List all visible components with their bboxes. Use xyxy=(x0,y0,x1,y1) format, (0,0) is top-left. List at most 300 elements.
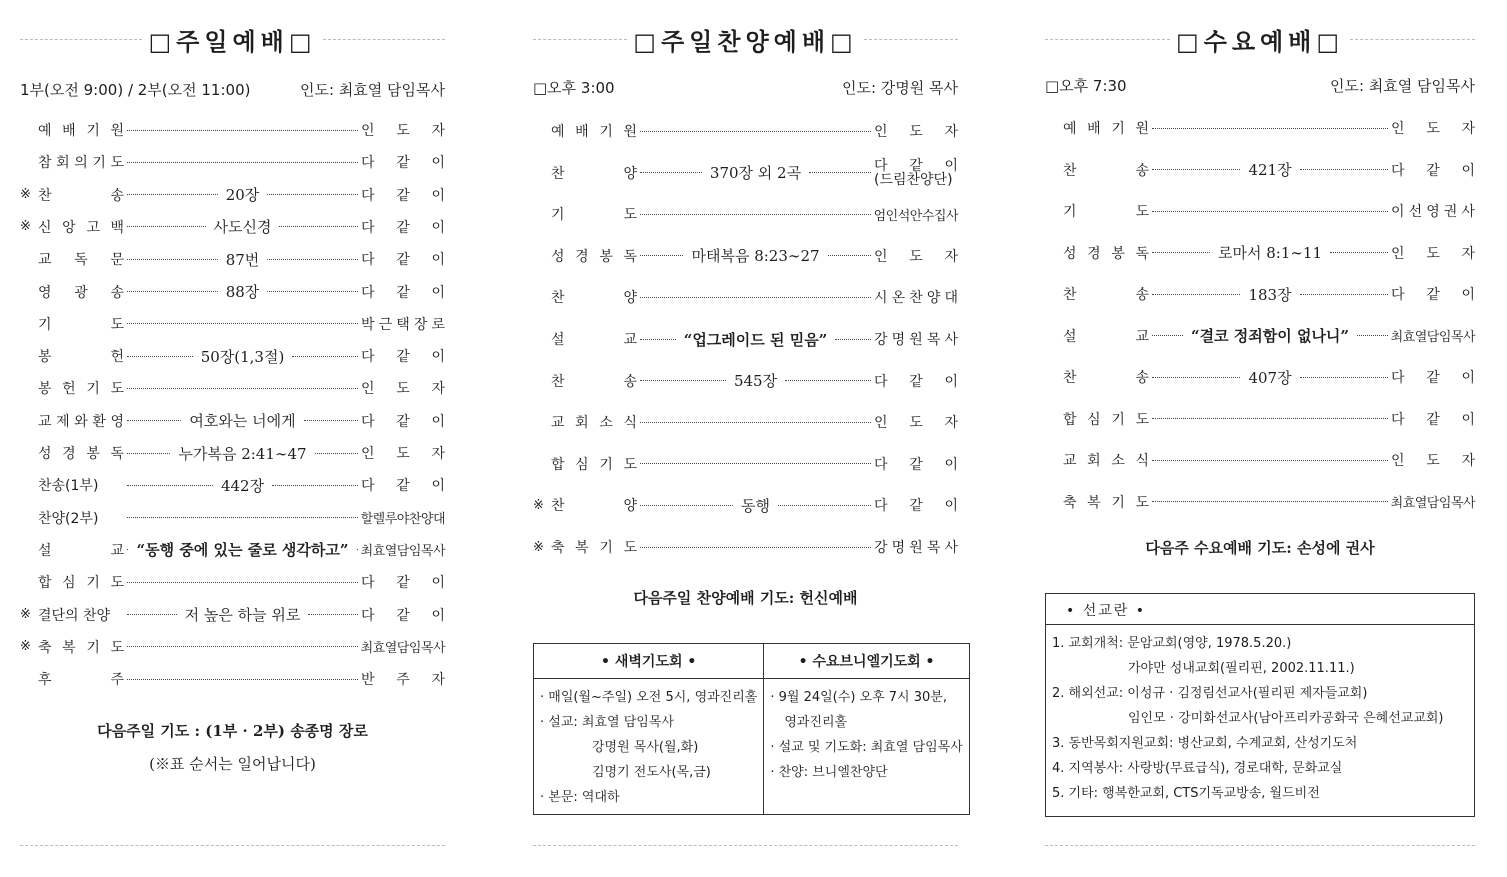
order-row xyxy=(20,312,445,336)
order-performer xyxy=(874,495,958,515)
order-row xyxy=(20,473,445,497)
divider xyxy=(533,39,627,40)
order-label xyxy=(38,411,124,431)
order-label-char: 양 xyxy=(623,165,637,182)
stand-mark: ※ xyxy=(533,497,544,513)
order-row xyxy=(20,538,445,562)
order-label-char: 축 xyxy=(551,540,565,556)
leader-dots xyxy=(640,131,871,132)
order-label-char: 경 xyxy=(1087,245,1101,262)
order-performer xyxy=(1391,284,1475,304)
order-performer-char: 이 xyxy=(1461,287,1475,303)
order-performer-char: 같 xyxy=(1426,287,1440,303)
order-performer: 최효열담임목사 xyxy=(360,641,445,657)
order-row xyxy=(533,369,958,393)
order-row xyxy=(20,247,445,271)
leader-dots xyxy=(127,226,206,227)
order-performer-char: 인 xyxy=(361,123,375,139)
stand-mark: ※ xyxy=(20,187,31,203)
order-performer-char: 다 xyxy=(874,456,888,473)
mission-lines xyxy=(1046,625,1474,806)
order-performer-char: 다 xyxy=(1391,162,1405,179)
leader-dots xyxy=(1152,211,1388,212)
order-label-char: 송 xyxy=(110,187,124,204)
order-performer-char: 양 xyxy=(926,290,941,307)
order-label xyxy=(551,495,637,515)
leader-dots xyxy=(1152,418,1388,419)
order-performer xyxy=(874,246,958,266)
order-label-char: 봉 xyxy=(1111,245,1125,262)
order-label-char: 소 xyxy=(1111,453,1125,469)
order-label xyxy=(38,378,124,398)
order-label-char: 찬 xyxy=(38,187,52,204)
order-performer-char: 인 xyxy=(874,248,888,265)
order-performer-char: 다 xyxy=(361,575,375,592)
leader-dots xyxy=(127,517,358,518)
order-row xyxy=(20,441,445,465)
order-label xyxy=(38,669,124,689)
order-performer-char: 자 xyxy=(944,415,958,432)
order-label-char: 예 xyxy=(551,124,565,140)
stand-mark: ※ xyxy=(20,607,31,622)
order-label-char: 심 xyxy=(1087,411,1101,428)
order-performer-char: 이 xyxy=(431,155,445,172)
order-label xyxy=(551,163,637,183)
order-performer xyxy=(361,605,445,625)
order-performer-char: 자 xyxy=(944,248,959,265)
order-label xyxy=(1063,284,1149,304)
order-performer-char: 반 xyxy=(361,672,375,689)
order-label-char: 영 xyxy=(110,413,124,430)
order-row xyxy=(1045,490,1475,514)
order-label-char: 교 xyxy=(110,542,124,559)
order-performer-char: 같 xyxy=(396,478,410,495)
order-performer-char: 같 xyxy=(909,373,923,390)
info-line: 가야만 성내교회(필리핀, 2002.11.11.) xyxy=(1128,661,1355,676)
order-label-char: 회 xyxy=(1087,453,1101,469)
leader-dots xyxy=(1152,460,1388,461)
praise-subheader xyxy=(533,77,958,98)
order-row xyxy=(1045,282,1475,306)
sunday-subheader xyxy=(20,79,445,100)
order-performer-char: 박 xyxy=(361,316,375,333)
order-label-char: 축 xyxy=(1063,494,1077,511)
order-detail: 누가복음 2:41∼47 xyxy=(178,444,307,463)
order-performer xyxy=(874,454,958,474)
wednesday-service-column xyxy=(1045,0,1475,877)
order-performer-char: 도 xyxy=(909,124,923,140)
stand-mark: ※ xyxy=(20,219,31,235)
order-detail: “업그레이드 된 믿음” xyxy=(683,330,828,349)
divider xyxy=(20,39,142,40)
order-row xyxy=(533,202,958,226)
leader-dots xyxy=(1152,335,1183,336)
order-label xyxy=(38,185,124,205)
order-performer: 엄인석안수집사 xyxy=(873,208,958,224)
leader-dots xyxy=(127,679,358,680)
order-performer xyxy=(874,329,958,349)
order-label-char: 독 xyxy=(110,446,124,462)
order-row xyxy=(533,493,958,517)
order-performer-char: 사 xyxy=(1461,204,1475,220)
order-label-char: 기 xyxy=(551,207,565,224)
info-line: 영과진리홀 xyxy=(784,715,848,730)
order-performer-char: 명 xyxy=(891,540,906,556)
leader-dots xyxy=(1152,252,1210,253)
order-label xyxy=(1063,201,1149,221)
order-label-char: 기 xyxy=(599,456,613,473)
order-performer xyxy=(361,314,445,334)
order-row xyxy=(1045,241,1475,265)
order-performer xyxy=(874,537,958,557)
leader-dots xyxy=(267,291,358,292)
order-label-char: 설 xyxy=(38,542,52,559)
divider xyxy=(1045,845,1475,846)
order-label-char: 광 xyxy=(74,284,88,301)
order-label-char: 앙 xyxy=(62,219,76,236)
leader-dots xyxy=(640,422,871,423)
leader-dots xyxy=(640,339,676,340)
praise-header xyxy=(533,22,958,56)
order-label-char: 송 xyxy=(623,373,637,390)
order-performer-char: 다 xyxy=(361,478,375,495)
order-performer-char: 인 xyxy=(1391,121,1405,137)
order-label xyxy=(38,249,124,269)
order-performer-char: 자 xyxy=(431,672,445,689)
order-label-char: 송 xyxy=(1135,162,1149,179)
order-label-char: 기 xyxy=(86,123,100,139)
order-performer-char: 명 xyxy=(891,332,906,348)
order-performer-char: 다 xyxy=(361,187,375,204)
leader-dots xyxy=(1300,377,1388,378)
order-label-char: 원 xyxy=(623,124,637,140)
order-detail: 사도신경 xyxy=(213,218,272,237)
order-label-char: 찬 xyxy=(1063,370,1077,386)
order-label: 찬송(1부) xyxy=(38,478,99,495)
praise-next-prayer: 다음주일 찬양예배 기도: 헌신예배 xyxy=(633,589,858,607)
sunday-service-column xyxy=(20,0,445,877)
order-performer-char: 대 xyxy=(944,290,958,307)
order-label-char: 심 xyxy=(575,456,589,473)
order-performer-char: 다 xyxy=(1391,411,1405,428)
order-label-char: 독 xyxy=(623,248,637,265)
order-performer xyxy=(1391,367,1475,387)
leader-dots xyxy=(785,380,871,381)
leader-dots xyxy=(1152,128,1388,129)
stand-mark: ※ xyxy=(533,539,544,555)
order-label-char: 기 xyxy=(1111,411,1125,428)
order-performer-char: 같 xyxy=(909,498,923,515)
info-line: · 9월 24일(수) 오후 7시 30분, xyxy=(770,690,947,705)
order-performer-char: 이 xyxy=(431,607,445,624)
leader-dots xyxy=(640,463,871,464)
order-performer-char: 같 xyxy=(396,284,410,301)
order-performer xyxy=(361,185,445,205)
order-label xyxy=(38,443,124,463)
order-row xyxy=(20,603,445,627)
order-performer-char: 강 xyxy=(874,540,888,556)
order-label-char: 도 xyxy=(1135,411,1149,428)
leader-dots xyxy=(1300,169,1388,170)
order-label xyxy=(38,572,124,592)
order-performer-char: 같 xyxy=(396,219,410,236)
order-label-char: 복 xyxy=(1087,494,1101,511)
order-row xyxy=(1045,158,1475,182)
leader-dots xyxy=(127,291,218,292)
order-row xyxy=(533,410,958,434)
order-label-char: 소 xyxy=(599,415,613,432)
order-label-char: 헌 xyxy=(62,381,76,398)
order-performer xyxy=(361,217,445,237)
order-detail: 로마서 8:1∼11 xyxy=(1217,244,1323,262)
praise-service-column xyxy=(533,0,963,877)
order-label-char: 원 xyxy=(110,123,124,139)
order-row xyxy=(533,119,958,143)
divider xyxy=(533,845,958,846)
leader-dots xyxy=(127,259,218,260)
wed-prayer-lines xyxy=(764,679,968,785)
order-performer-char: 이 xyxy=(944,456,958,473)
info-line: 강명원 목사(월,화) xyxy=(592,740,699,755)
order-detail: 저 높은 하늘 위로 xyxy=(184,606,301,624)
order-label xyxy=(1063,409,1149,429)
order-label-char: 기 xyxy=(86,381,100,398)
leader-dots xyxy=(1152,377,1240,378)
order-performer-char: 장 xyxy=(413,316,428,333)
order-row xyxy=(20,118,445,142)
order-label xyxy=(1063,118,1149,138)
info-line: 4. 지역봉사: 사랑방(무료급식), 경로대학, 문화교실 xyxy=(1052,761,1343,776)
order-label-char: 송 xyxy=(110,284,124,301)
order-label-char: 교 xyxy=(38,252,52,269)
order-detail: 87번 xyxy=(225,250,260,269)
leader-dots xyxy=(292,356,358,357)
order-detail: 442장 xyxy=(220,476,265,495)
divider xyxy=(864,39,958,40)
order-label-char: 후 xyxy=(38,672,52,689)
order-performer-char: 이 xyxy=(431,252,446,269)
order-performer-char: 도 xyxy=(1426,245,1440,262)
order-row xyxy=(533,244,958,268)
order-label-char: 기 xyxy=(92,155,106,172)
order-performer-char: 같 xyxy=(396,252,410,269)
order-performer-char: 권 xyxy=(1443,204,1458,220)
info-line: 임인모 · 강미화선교사(남아프리카공화국 은혜선교교회) xyxy=(1128,711,1444,726)
wednesday-next-prayer: 다음주 수요예배 기도: 손성에 권사 xyxy=(1145,539,1375,557)
wednesday-header xyxy=(1045,22,1475,56)
leader-dots xyxy=(127,162,358,163)
order-row xyxy=(1045,199,1475,223)
leader-dots xyxy=(1152,169,1240,170)
order-label-char: 도 xyxy=(110,639,124,656)
order-label-char: 봉 xyxy=(599,248,613,265)
leader-dots xyxy=(127,356,193,357)
order-performer-char: 자 xyxy=(431,123,445,139)
dawn-prayer-lines xyxy=(534,679,763,810)
mission-title: • 선교란 • xyxy=(1046,594,1474,625)
order-label xyxy=(38,637,124,657)
order-performer xyxy=(1391,243,1475,263)
order-label-char: 양 xyxy=(623,498,637,515)
order-performer-char: 같 xyxy=(396,155,410,172)
order-performer-char: 택 xyxy=(396,316,410,333)
order-detail: “결코 정죄함이 없나니” xyxy=(1190,327,1350,345)
order-label-char: 기 xyxy=(1111,121,1125,137)
order-row xyxy=(20,215,445,239)
order-performer xyxy=(361,346,445,366)
praise-time: □오후 3:00 xyxy=(533,79,615,97)
order-label-char: 찬 xyxy=(551,290,565,307)
order-label-char: 성 xyxy=(1063,245,1077,262)
order-performer-char: 이 xyxy=(1391,204,1405,220)
order-label-char: 봉 xyxy=(86,446,100,462)
order-performer xyxy=(1391,160,1475,180)
order-label-char: 식 xyxy=(1135,453,1149,469)
order-performer-char: 이 xyxy=(431,575,445,592)
order-row xyxy=(1045,407,1475,431)
order-performer xyxy=(361,411,445,431)
order-performer-char: 이 xyxy=(944,498,959,515)
order-performer-char: 자 xyxy=(944,124,958,140)
order-label-char: 도 xyxy=(1135,494,1149,511)
order-performer-char: 같 xyxy=(396,607,410,624)
divider xyxy=(1045,39,1170,40)
order-performer xyxy=(361,282,445,302)
order-label xyxy=(38,314,124,334)
order-detail: 20장 xyxy=(225,186,260,205)
order-performer-char: 이 xyxy=(431,219,445,236)
leader-dots xyxy=(640,297,871,298)
leader-dots xyxy=(835,339,871,340)
order-performer-char: 같 xyxy=(1426,411,1440,428)
leader-dots xyxy=(1152,294,1240,295)
order-performer xyxy=(1391,118,1475,138)
order-performer-main xyxy=(874,159,958,173)
order-label-char: 도 xyxy=(1135,204,1149,220)
leader-dots xyxy=(778,505,871,506)
info-line: · 매일(월~주일) 오전 5시, 영과진리홀 xyxy=(540,690,758,705)
order-performer-char: 영 xyxy=(1426,204,1440,220)
order-label xyxy=(38,152,124,172)
order-detail: 370장 외 2곡 xyxy=(709,164,802,183)
praise-leader: 인도: 강명원 목사 xyxy=(841,79,958,97)
order-performer: 최효열담임목사 xyxy=(1390,496,1475,511)
sunday-title: □주일예배□ xyxy=(148,27,317,56)
order-label-char: 기 xyxy=(1063,204,1077,220)
leader-dots xyxy=(640,505,733,506)
order-label-char: 도 xyxy=(623,540,637,556)
order-performer-char: 같 xyxy=(396,413,410,430)
order-row xyxy=(20,635,445,659)
order-performer-char: 목 xyxy=(926,540,941,556)
order-detail: 50장(1,3절) xyxy=(200,347,285,366)
order-performer xyxy=(1391,201,1475,221)
wednesday-time: □오후 7:30 xyxy=(1045,77,1127,95)
order-label-char: 신 xyxy=(38,219,52,236)
order-label-char: 양 xyxy=(623,290,637,307)
order-label-char: 봉 xyxy=(38,349,52,366)
order-detail: 마태복음 8:23∼27 xyxy=(691,247,820,266)
order-row xyxy=(533,157,958,188)
order-performer-char: 다 xyxy=(361,607,375,624)
order-label-char: 도 xyxy=(110,316,124,333)
order-label-char: 기 xyxy=(86,575,100,592)
order-label-char: 제 xyxy=(56,413,70,430)
order-label xyxy=(1063,160,1149,180)
order-performer-char: 사 xyxy=(944,332,958,348)
order-label xyxy=(1063,450,1149,470)
order-row xyxy=(20,150,445,174)
order-label-char: 원 xyxy=(1135,121,1149,137)
leader-dots xyxy=(304,420,358,421)
order-detail: 421장 xyxy=(1248,161,1292,179)
sunday-footnote: (※표 순서는 일어납니다) xyxy=(149,755,316,773)
order-performer-char: 목 xyxy=(926,332,941,348)
leader-dots xyxy=(127,614,177,615)
info-line: · 설교: 최효열 담임목사 xyxy=(540,715,674,730)
order-label-char: 고 xyxy=(86,219,100,236)
leader-dots xyxy=(357,549,358,550)
order-performer-char: 자 xyxy=(1461,245,1476,262)
leader-dots xyxy=(308,614,358,615)
order-performer-char: 도 xyxy=(396,123,410,139)
leader-dots xyxy=(127,388,358,389)
order-label-char: 예 xyxy=(38,123,52,139)
leader-dots xyxy=(640,547,871,548)
order-performer-char: 이 xyxy=(944,373,958,390)
order-performer-char: 같 xyxy=(909,456,923,473)
order-performer-char: 도 xyxy=(1426,121,1440,137)
order-label-char: 교 xyxy=(623,332,637,348)
order-performer-char: 다 xyxy=(361,349,375,366)
order-performer xyxy=(1391,409,1475,429)
leader-dots xyxy=(127,582,358,583)
info-line: 5. 기타: 행복한교회, CTS기독교방송, 월드비전 xyxy=(1052,786,1320,801)
order-label-char: 축 xyxy=(38,639,52,656)
order-label-char: 성 xyxy=(551,248,565,265)
order-performer xyxy=(874,412,958,432)
order-performer-char: 인 xyxy=(874,415,888,432)
divider xyxy=(323,39,445,40)
info-line: · 본문: 역대하 xyxy=(540,790,620,805)
order-performer-char: 다 xyxy=(874,373,888,390)
order-performer-char: 강 xyxy=(874,332,888,348)
order-detail: “동행 중에 있는 줄로 생각하고” xyxy=(136,541,349,560)
dawn-prayer-title: • 새벽기도회 • xyxy=(534,644,763,679)
order-detail: 여호와는 너에게 xyxy=(189,412,296,431)
order-performer-char: 자 xyxy=(431,381,445,398)
order-performer xyxy=(361,669,445,689)
praise-title: □주일찬양예배□ xyxy=(633,27,858,56)
leader-dots xyxy=(127,194,218,195)
order-label-char: 합 xyxy=(38,575,52,592)
order-row xyxy=(20,506,445,530)
order-performer xyxy=(361,120,445,140)
order-performer-char: 다 xyxy=(361,219,375,236)
order-performer-char: 시 xyxy=(874,290,888,307)
order-performer xyxy=(361,572,445,592)
order-label-char: 성 xyxy=(38,446,52,462)
leader-dots xyxy=(640,380,726,381)
order-label-char: 백 xyxy=(110,219,124,236)
order-performer-char: 도 xyxy=(909,415,923,432)
order-performer-char: 자 xyxy=(1461,453,1475,469)
order-label-char: 찬 xyxy=(1063,162,1077,179)
order-label-char: 찬 xyxy=(551,498,565,515)
order-label xyxy=(551,537,637,557)
order-detail: 동행 xyxy=(741,496,770,515)
order-label-char: 찬 xyxy=(551,373,565,390)
